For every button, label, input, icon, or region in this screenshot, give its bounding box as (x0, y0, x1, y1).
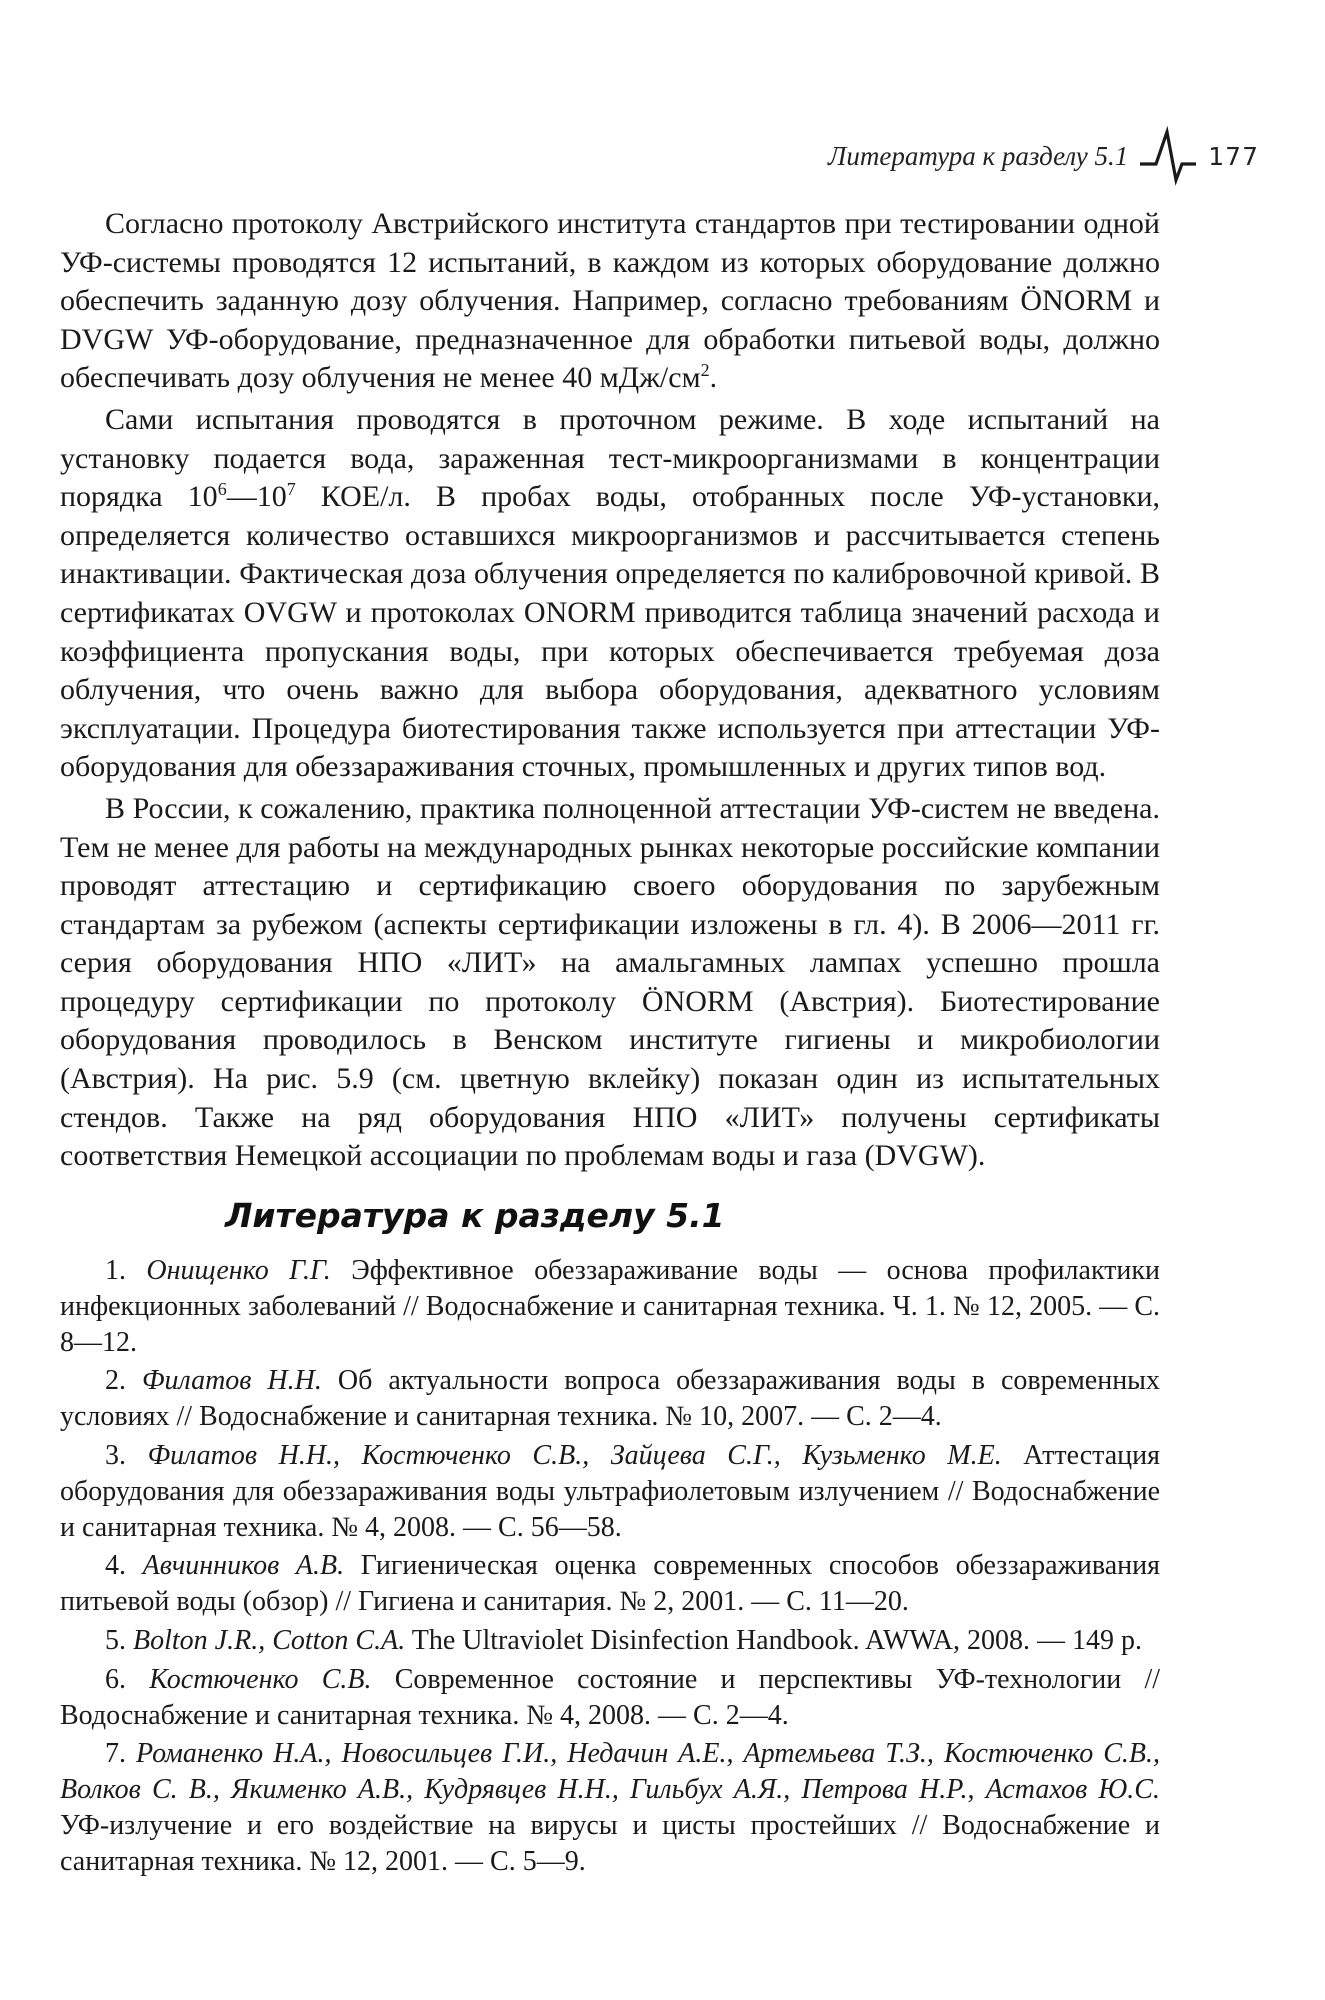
reference-item: 5. Bolton J.R., Cotton C.A. The Ultraviolet Disinfection Handbook. AWWA, 2008. — 149 p. (105, 1624, 1143, 1656)
reference-item: 2. Филатов Н.Н. Об актуальности вопроса обеззараживания воды в современных условиях // Водоснабжение и санитарная техника. № 10, 2007. — С. 2—4. (60, 1365, 1160, 1433)
reference-authors: Онищенко Г.Г. (146, 1255, 331, 1286)
reference-authors: Филатов Н.Н. (142, 1365, 322, 1397)
reference-item: 3. Филатов Н.Н., Костюченко С.В., Зайцева С.Г., Кузьменко М.Е. Аттестация оборудования для обеззараживания воды ультрафиолетовым излучением // Водоснабжение и санитарная техника. № 4, 2008. — С. 56—58. (60, 1439, 1160, 1543)
reference-authors: Bolton J.R., Cotton C.A. (133, 1624, 406, 1656)
running-title: Литература к разделу 5.1 (828, 140, 1129, 171)
page-header (828, 126, 1259, 186)
paragraph-2: Сами испытания проводятся в проточном режиме. В ходе испытаний на установку подается вода, зараженная тест-микроорганизмами в концентрации порядка $10^6—10^7$ КОЕ/л. В пробах воды, отобранных после УФ-установки, определяется количество оставшихся микроорганизмов и рассчитывается степень инактивации. Фактическая доза облучения определяется по калибровочной кривой. В сертификатах OVGW и протоколах ONORM приводится таблица значений расхода и коэффициента пропускания воды, при которых обеспечивается требуемая доза облучения, что очень важно для выбора оборудования, адекватного условиям эксплуатации. Процедура биотестирования также используется при аттестации УФ-оборудования для обеззараживания сточных, промышленных и других типов вод. (60, 402, 1160, 784)
reference-item: 7. Романенко Н.А., Новосильцев Г.И., Недачин А.Е., Артемьева Т.З., Костюченко С.В., Волков С. В., Якименко А.В., Кудрявцев Н.Н., Гильбух А.Я., Петрова Н.Р., Астахов Ю.С. УФ-излучение и его воздействие на вирусы и цисты простейших // Водоснабжение и санитарная техника. № 12, 2001. — С. 5—9. (60, 1738, 1161, 1877)
reference-authors: Романенко Н.А., Новосильцев Г.И., Недачин А.Е., Артемьева Т.З., Костюченко С.В., Волков С. В., Якименко А.В., Кудрявцев Н.Н., Гильбух А.Я., Петрова Н.Р., Астахов Ю.С. (60, 1738, 1161, 1806)
pulse-wave-icon (1138, 126, 1198, 186)
reference-authors: Костюченко С.В. (149, 1663, 372, 1695)
reference-authors: Авчинников А.В. (142, 1550, 345, 1582)
paragraph-3: В России, к сожалению, практика полноценной аттестации УФ-систем не введена. Тем не менее для работы на международных рынках некоторые российские компании проводят аттестацию и сертификацию своего оборудования по зарубежным стандартам за рубежом (аспекты сертификации изложены в гл. 4). В 2006—2011 гг. серия оборудования НПО «ЛИТ» на амальгамных лампах успешно прошла процедуру сертификации по протоколу ÖNORM (Австрия). Биотестирование оборудования проводилось в Венском институте гигиены и микробиологии (Австрия). На рис. 5.9 (см. цветную вклейку) показан один из испытательных стендов. Также на ряд оборудования НПО «ЛИТ» получены сертификаты соответствия Немецкой ассоциации по проблемам воды и газа (DVGW). (60, 791, 1160, 1173)
reference-item: 1. Онищенко Г.Г. Эффективное обеззараживание воды — основа профилактики инфекционных заболеваний // Водоснабжение и санитарная техника. Ч. 1. № 12, 2005. — С. 8—12. (60, 1255, 1160, 1358)
reference-item: 6. Костюченко С.В. Современное состояние и перспективы УФ-технологии // Водоснабжение и санитарная техника. № 4, 2008. — С. 2—4. (60, 1663, 1161, 1731)
reference-list (60, 1253, 1160, 1883)
body-text (60, 205, 1160, 1176)
section-title: Литература к разделу 5.1 (225, 1196, 725, 1235)
reference-authors: Филатов Н.Н., Костюченко С.В., Зайцева С.Г., Кузьменко М.Е. (147, 1439, 1002, 1471)
paragraph-1: Согласно протоколу Австрийского института стандартов при тестировании одной УФ-системы проводятся 12 испытаний, в каждом из которых оборудование должно обеспечить заданную дозу облучения. Например, согласно требованиям ÖNORM и DVGW УФ-оборудование, предназначенное для обработки питьевой воды, должно обеспечивать дозу облучения не менее 40 мДж/$см^2$. (60, 207, 1160, 395)
page-number: 177 (1208, 141, 1259, 171)
reference-item: 4. Авчинников А.В. Гигиеническая оценка современных способов обеззараживания питьевой воды (обзор) // Гигиена и санитария. № 2, 2001. — С. 11—20. (60, 1550, 1161, 1618)
